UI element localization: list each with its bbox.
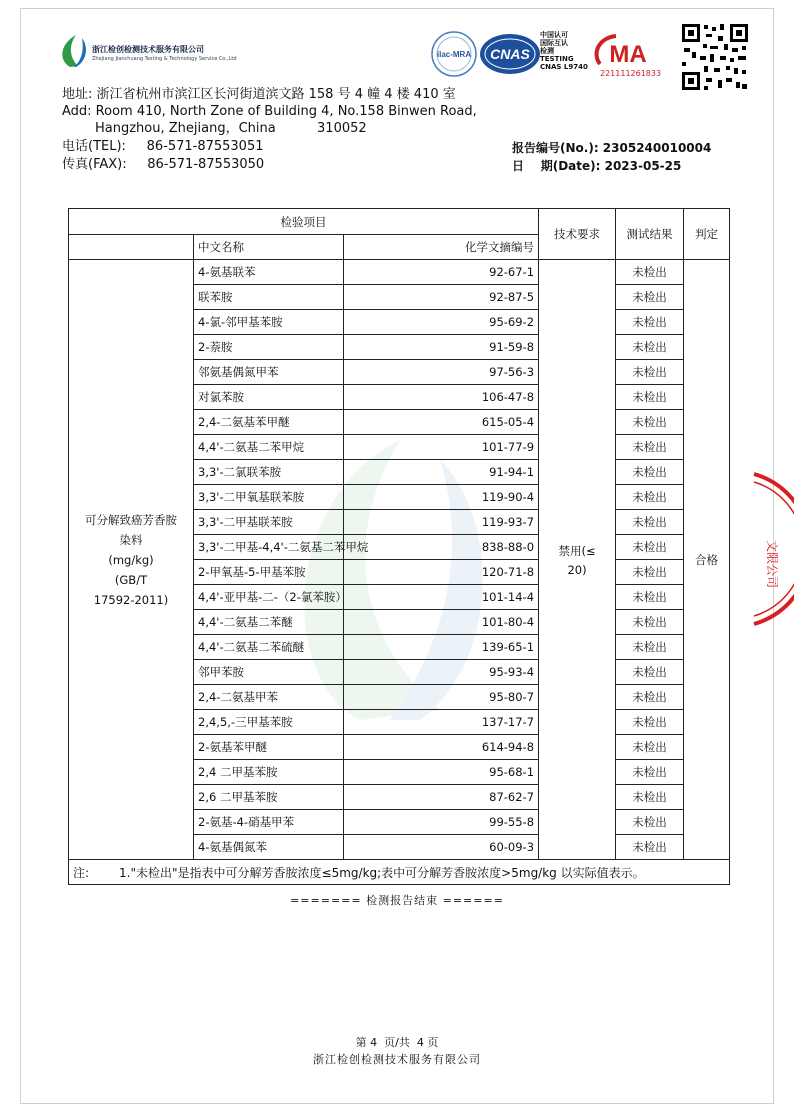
svg-text:CNAS: CNAS [490, 46, 530, 62]
substance-name: 4,4'-亚甲基-二-（2-氯苯胺） [194, 585, 344, 610]
substance-name: 2,4-二氨基苯甲醚 [194, 410, 344, 435]
cas-number: 92-87-5 [344, 285, 539, 310]
header-result: 测试结果 [616, 209, 684, 260]
header-name: 中文名称 [194, 235, 344, 260]
test-result: 未检出 [616, 485, 684, 510]
requirement-line1: 禁用(≤ [558, 543, 596, 558]
svg-text:文限公司: 文限公司 [765, 540, 779, 589]
cas-number: 92-67-1 [344, 260, 539, 285]
substance-name: 2-甲氧基-5-甲基苯胺 [194, 560, 344, 585]
test-result: 未检出 [616, 260, 684, 285]
test-results-table [68, 208, 730, 885]
cas-number: 97-56-3 [344, 360, 539, 385]
substance-name: 2,4,5,-三甲基苯胺 [194, 710, 344, 735]
test-result: 未检出 [616, 685, 684, 710]
end-of-report: ======= 检测报告结束 ====== [290, 894, 504, 907]
company-name-en: Zhejiang Jianchuang Testing & Technology Service Co.,Ltd [92, 56, 237, 62]
test-result: 未检出 [616, 560, 684, 585]
substance-name: 4,4'-二氨基二苯醚 [194, 610, 344, 635]
cas-number: 91-59-8 [344, 335, 539, 360]
cma-icon [597, 36, 656, 68]
test-result: 未检出 [616, 385, 684, 410]
footer-company: 浙江检创检测技术服务有限公司 [313, 1053, 481, 1066]
test-result: 未检出 [616, 460, 684, 485]
test-result: 未检出 [616, 810, 684, 835]
cas-number: 120-71-8 [344, 560, 539, 585]
cas-number: 95-69-2 [344, 310, 539, 335]
substance-name: 2,6 二甲基苯胺 [194, 785, 344, 810]
cas-number: 95-80-7 [344, 685, 539, 710]
substance-name: 对氯苯胺 [194, 385, 344, 410]
cas-number: 119-93-7 [344, 510, 539, 535]
substance-name: 联苯胺 [194, 285, 344, 310]
cas-number: 91-94-1 [344, 460, 539, 485]
substance-name: 2,4 二甲基苯胺 [194, 760, 344, 785]
header-items: 检验项目 [69, 209, 539, 235]
qr-code-icon[interactable] [680, 22, 750, 92]
substance-name: 2,4-二氨基甲苯 [194, 685, 344, 710]
substance-name: 4-氨基联苯 [194, 260, 344, 285]
substance-name: 4-氨基偶氮苯 [194, 835, 344, 860]
category-cell [69, 260, 194, 860]
header-verdict: 判定 [684, 209, 730, 260]
tel: 电话(TEL): 86-571-87553051 [62, 139, 264, 154]
test-result: 未检出 [616, 585, 684, 610]
page-number: 第 4 页/共 4 页 [355, 1036, 439, 1049]
cas-number: 615-05-4 [344, 410, 539, 435]
substance-name: 4,4'-二氨基二苯甲烷 [194, 435, 344, 460]
header-blank [69, 235, 194, 260]
category-category-line5: 17592-2011) [93, 592, 169, 607]
cma-number: 221111261833 [600, 69, 662, 78]
cas-number: 95-68-1 [344, 760, 539, 785]
test-result: 未检出 [616, 510, 684, 535]
substance-name: 2-氨基苯甲醚 [194, 735, 344, 760]
substance-name: 3,3'-二甲基联苯胺 [194, 510, 344, 535]
substance-name: 3,3'-二氯联苯胺 [194, 460, 344, 485]
table-row [69, 260, 730, 285]
header-cas: 化学文摘编号 [344, 235, 539, 260]
test-result: 未检出 [616, 285, 684, 310]
cas-number: 139-65-1 [344, 635, 539, 660]
fax: 传真(FAX): 86-571-87553050 [62, 157, 265, 172]
test-result: 未检出 [616, 535, 684, 560]
svg-text:MA: MA [609, 41, 647, 68]
note-label: 注: [73, 865, 90, 880]
requirement-cell [539, 260, 616, 860]
substance-name: 2-氨基-4-硝基甲苯 [194, 810, 344, 835]
test-result: 未检出 [616, 735, 684, 760]
substance-name: 4-氯-邻甲基苯胺 [194, 310, 344, 335]
test-result: 未检出 [616, 435, 684, 460]
test-result: 未检出 [616, 335, 684, 360]
address-cn: 地址: 浙江省杭州市滨江区长河街道滨文路 158 号 4 幢 4 楼 410 室 [62, 87, 456, 102]
header-requirement: 技术要求 [539, 209, 616, 260]
test-result: 未检出 [616, 835, 684, 860]
company-name-cn: 浙江检创检测技术服务有限公司 [92, 45, 204, 54]
cas-number: 99-55-8 [344, 810, 539, 835]
note-text: 1."未检出"是指表中可分解芳香胺浓度≤5mg/kg;表中可分解芳香胺浓度>5mg/kg 以实际值表示。 [119, 865, 645, 880]
cas-number: 614-94-8 [344, 735, 539, 760]
cas-number: 101-14-4 [344, 585, 539, 610]
verdict-cell: 合格 [684, 260, 730, 860]
cnas-mark-text: 中国认可 国际互认 检测 TESTING CNAS L9740 [540, 31, 588, 71]
cas-number: 101-80-4 [344, 610, 539, 635]
test-result: 未检出 [616, 610, 684, 635]
ilac-mra-icon [432, 32, 476, 76]
report-date: 日 期(Date): 2023-05-25 [512, 159, 682, 173]
category-category-line4: (GB/T [114, 572, 148, 587]
cas-number: 106-47-8 [344, 385, 539, 410]
test-result: 未检出 [616, 660, 684, 685]
note-row [69, 860, 730, 885]
cas-number: 95-93-4 [344, 660, 539, 685]
category-category-line3: (mg/kg) [108, 552, 154, 567]
address-en-line2: Hangzhou, Zhejiang，China 310052 [95, 121, 367, 136]
report-number: 报告编号(No.): 2305240010004 [512, 141, 712, 155]
test-result: 未检出 [616, 710, 684, 735]
test-result: 未检出 [616, 410, 684, 435]
cas-number: 838-88-0 [344, 535, 539, 560]
test-result: 未检出 [616, 310, 684, 335]
cnas-icon [480, 34, 540, 74]
test-result: 未检出 [616, 760, 684, 785]
substance-name: 3,3'-二甲氧基联苯胺 [194, 485, 344, 510]
substance-name: 邻甲苯胺 [194, 660, 344, 685]
category-category-line2: 染料 [119, 532, 143, 547]
svg-text:ilac-MRA: ilac-MRA [436, 50, 472, 59]
cas-number: 87-62-7 [344, 785, 539, 810]
test-result: 未检出 [616, 785, 684, 810]
substance-name: 2-萘胺 [194, 335, 344, 360]
cas-number: 119-90-4 [344, 485, 539, 510]
cas-number: 137-17-7 [344, 710, 539, 735]
cas-number: 60-09-3 [344, 835, 539, 860]
cas-number: 101-77-9 [344, 435, 539, 460]
red-seal-stamp-icon [750, 470, 794, 630]
category-category-line1: 可分解致癌芳香胺 [85, 512, 177, 527]
address-en-line1: Add: Room 410, North Zone of Building 4, No.158 Binwen Road, [62, 104, 477, 119]
substance-name: 4,4'-二氨基二苯硫醚 [194, 635, 344, 660]
requirement-line2: 20) [567, 562, 587, 577]
substance-name: 邻氨基偶氮甲苯 [194, 360, 344, 385]
company-logo-icon [58, 34, 88, 68]
test-result: 未检出 [616, 635, 684, 660]
substance-name: 3,3'-二甲基-4,4'-二氨基二苯甲烷 [194, 535, 344, 560]
test-result: 未检出 [616, 360, 684, 385]
